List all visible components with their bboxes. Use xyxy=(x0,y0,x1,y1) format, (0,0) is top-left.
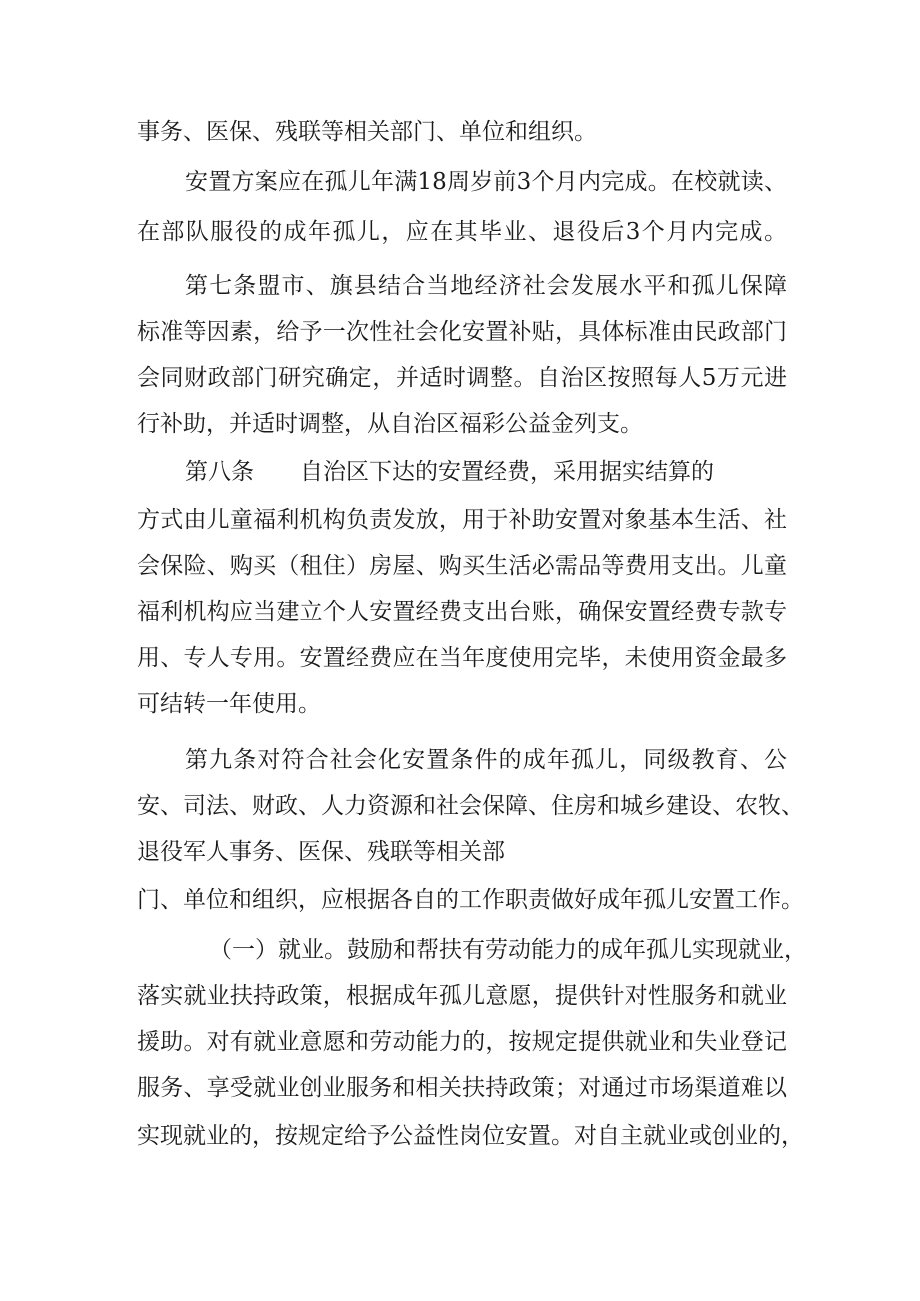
text-line-10: 会保险、购买（租住）房屋、购买生活必需品等费用支出。儿童 xyxy=(137,553,787,579)
text-line-18: （一）就业。鼓励和帮扶有劳动能力的成年孤儿实现就业， xyxy=(209,937,807,963)
text-line-12: 用、专人专用。安置经费应在当年度使用完毕，未使用资金最多 xyxy=(137,645,787,671)
text-line-6: 会同财政部门研究确定，并适时调整。自治区按照每人5万元进 xyxy=(137,365,787,391)
text-line-19: 落实就业扶持政策，根据成年孤儿意愿，提供针对性服务和就业 xyxy=(137,983,787,1009)
text-line-13: 可结转一年使用。 xyxy=(137,691,321,717)
text-line-8: 第八条 自治区下达的安置经费，采用据实结算的 xyxy=(185,459,714,485)
text-line-4: 第七条盟市、旗县结合当地经济社会发展水平和孤儿保障 xyxy=(185,273,787,299)
text-line-21: 服务、享受就业创业服务和相关扶持政策；对通过市场渠道难以 xyxy=(137,1075,787,1101)
text-line-3: 在部队服役的成年孤儿，应在其毕业、退役后3个月内完成。 xyxy=(137,219,787,245)
text-line-22: 实现就业的，按规定给予公益性岗位安置。对自主就业或创业的， xyxy=(137,1123,804,1149)
text-line-2: 安置方案应在孤儿年满18周岁前3个月内完成。在校就读、 xyxy=(185,169,787,195)
text-line-20: 援助。对有就业意愿和劳动能力的，按规定提供就业和失业登记 xyxy=(137,1029,787,1055)
text-line-9: 方式由儿童福利机构负责发放，用于补助安置对象基本生活、社 xyxy=(137,507,787,533)
text-line-1: 事务、医保、残联等相关部门、单位和组织。 xyxy=(137,119,597,145)
text-line-15: 安、司法、财政、人力资源和社会保障、住房和城乡建设、农牧、 xyxy=(137,793,804,819)
text-line-16: 退役军人事务、医保、残联等相关部 xyxy=(137,839,505,865)
text-line-14: 第九条对符合社会化安置条件的成年孤儿，同级教育、公 xyxy=(185,747,787,773)
text-line-7: 行补助，并适时调整，从自治区福彩公益金列支。 xyxy=(137,411,643,437)
text-line-11: 福利机构应当建立个人安置经费支出台账，确保安置经费专款专 xyxy=(137,599,787,625)
text-line-17: 门、单位和组织，应根据各自的工作职责做好成年孤儿安置工作。 xyxy=(137,887,804,913)
text-line-5: 标准等因素，给予一次性社会化安置补贴，具体标准由民政部门 xyxy=(137,319,787,345)
